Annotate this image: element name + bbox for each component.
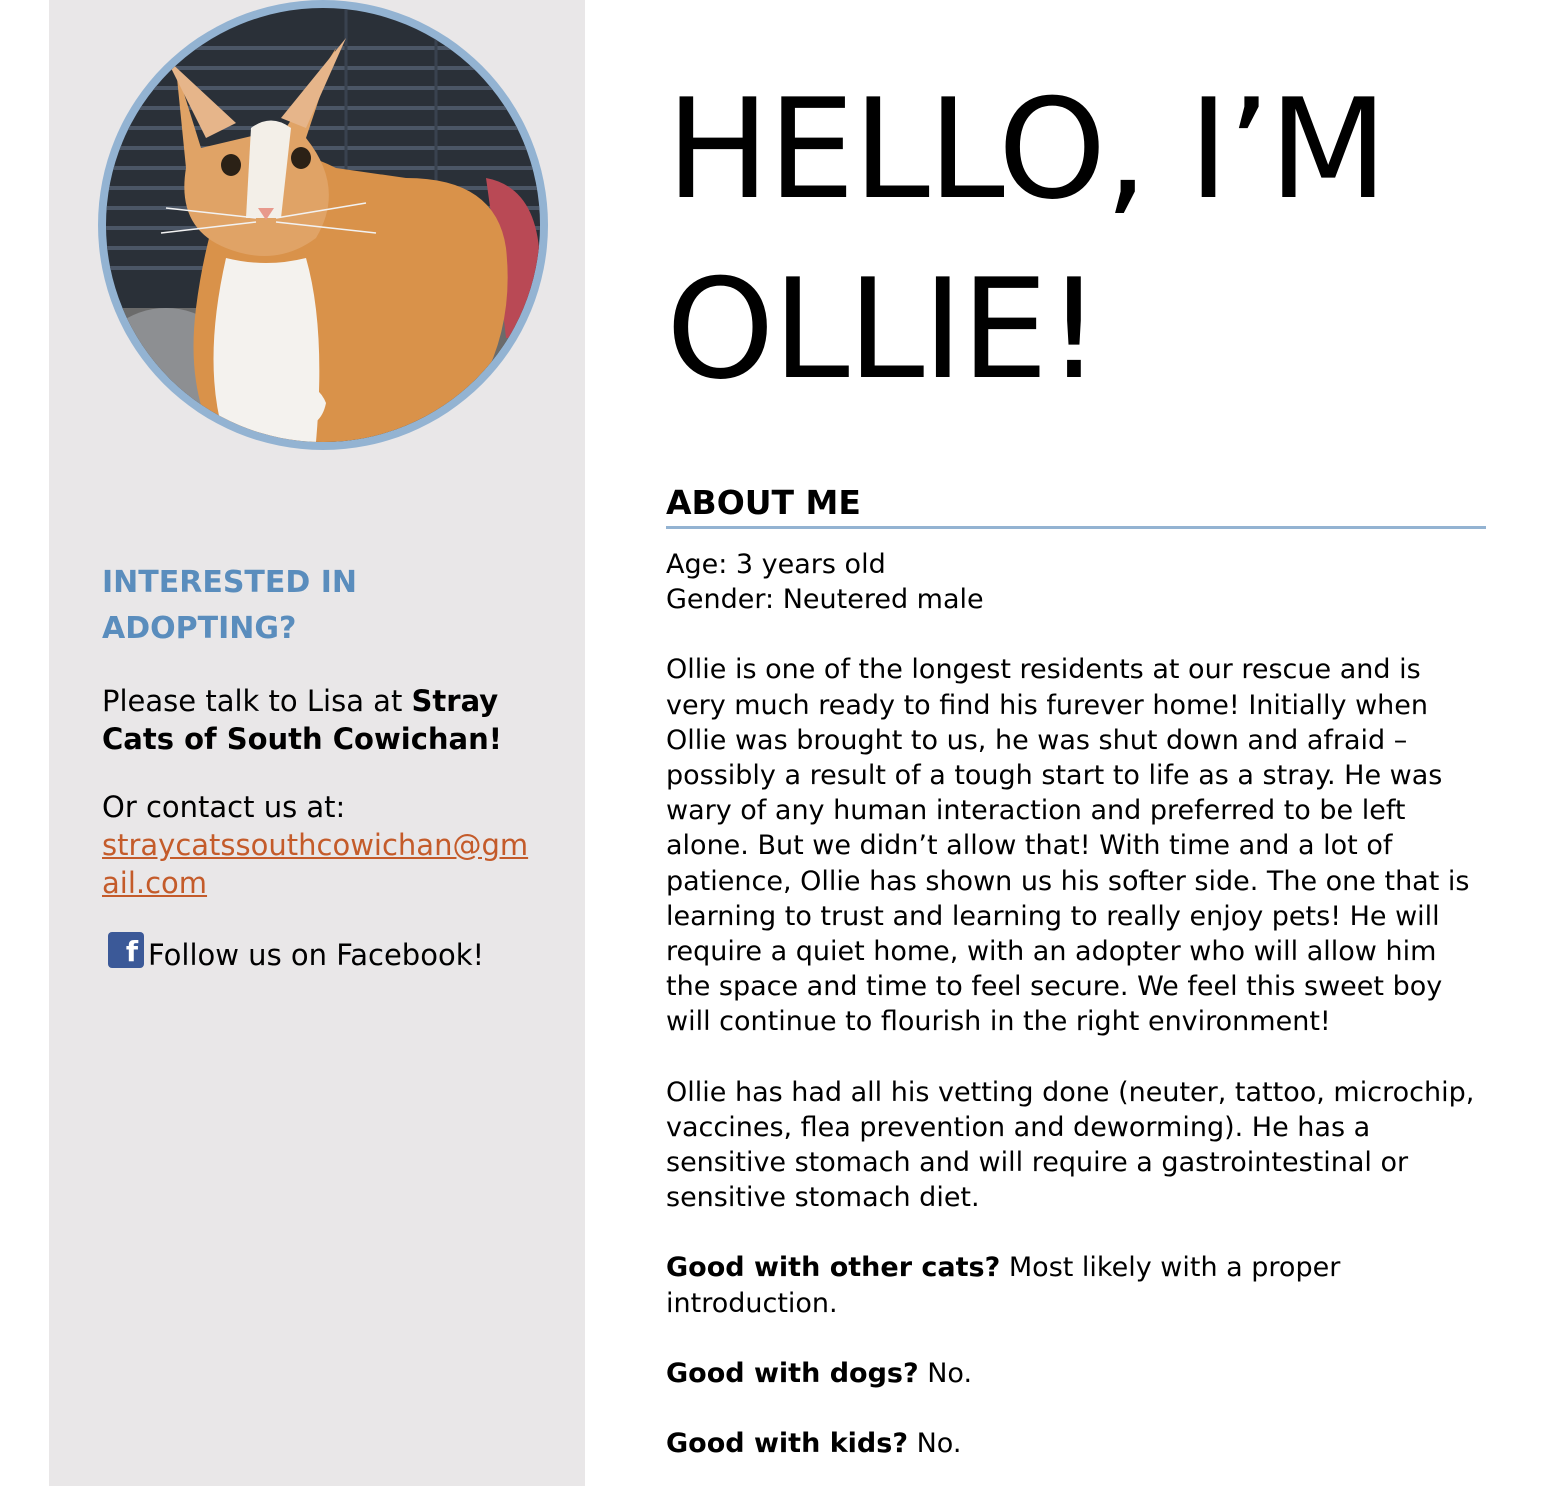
cat-photo: [106, 8, 540, 442]
cats-label: Good with other cats?: [666, 1252, 1001, 1284]
contact-label: Or contact us at:: [102, 790, 346, 824]
page-title: [666, 60, 1546, 420]
kids-compatibility: [666, 1426, 1486, 1461]
facebook-line: [102, 932, 542, 974]
age-line: Age: 3 years old: [666, 549, 886, 580]
dogs-compatibility: [666, 1356, 1486, 1391]
kids-value: No.: [908, 1428, 962, 1460]
talk-prefix: Please talk to Lisa at: [102, 684, 412, 718]
photo-frame: [98, 0, 548, 450]
cats-compatibility: [666, 1250, 1486, 1320]
kids-label: Good with kids?: [666, 1428, 908, 1460]
dogs-label: Good with dogs?: [666, 1357, 919, 1389]
facebook-text: Follow us on Facebook!: [148, 938, 485, 972]
facebook-icon[interactable]: f: [108, 932, 144, 968]
cats-value: Most likely with a proper introduction.: [666, 1252, 1341, 1319]
adoption-heading: INTERESTED IN ADOPTING?: [102, 565, 357, 646]
organization-name: Stray Cats of South Cowichan!: [102, 684, 502, 756]
gender-line: Gender: Neutered male: [666, 584, 984, 616]
adoption-contact-block: [102, 560, 542, 974]
talk-to-paragraph: [102, 682, 542, 758]
about-body: [666, 547, 1486, 1461]
title-line-1: HELLO, I’M: [666, 69, 1386, 230]
basic-info: [666, 547, 1486, 617]
about-heading: ABOUT ME: [666, 482, 1486, 529]
title-line-2: OLLIE!: [666, 249, 1100, 410]
story-paragraph: Ollie is one of the longest residents at our rescue and is very much ready to find his furever home! Initially when Ollie was brought to us, he was shut down and afraid – possibly a result of a tough start to life as a stray. He was wary of any human interaction and preferred to be left alone. But we didn’t allow that! With time and a lot of patience, Ollie has shown us his softer side. The one that is learning to trust and learning to really enjoy pets! He will require a quiet home, with an adopter who will allow him the space and time to feel secure. We feel this sweet boy will continue to flourish in the right environment!: [666, 654, 1470, 1038]
dogs-value: No.: [918, 1357, 973, 1389]
email-link[interactable]: straycatssouthcowichan@gmail.com: [102, 828, 529, 900]
contact-paragraph: [102, 788, 542, 902]
vetting-paragraph: Ollie has had all his vetting done (neuter, tattoo, microchip, vaccines, flea prevention and deworming). He has a sensitive stomach and will require a gastrointestinal or sensitive stomach diet.: [666, 1076, 1475, 1214]
